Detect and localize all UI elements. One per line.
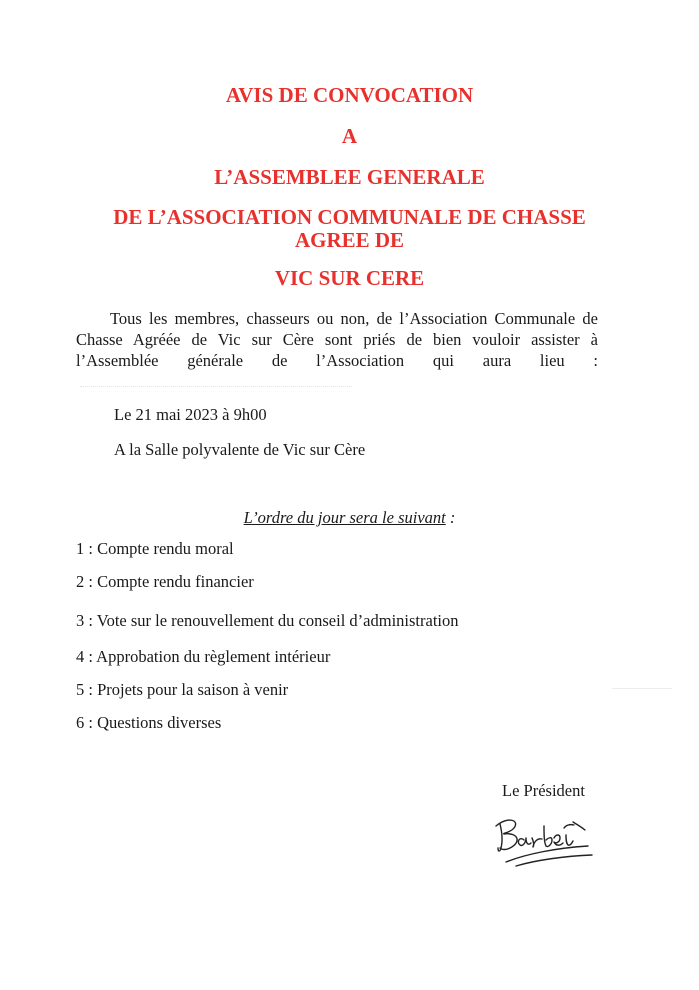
title-line-4: DE L’ASSOCIATION COMMUNALE DE CHASSE (113, 205, 586, 229)
title-line-6: VIC SUR CERE (274, 266, 425, 290)
handwritten-signature (486, 808, 596, 868)
agenda-item: 2 : Compte rendu financier (76, 572, 254, 591)
agenda-item: 6 : Questions diverses (76, 713, 222, 732)
agenda-item: 5 : Projets pour la saison à venir (76, 680, 289, 699)
agenda-item: 3 : Vote sur le renouvellement du conseil d’administration (76, 611, 459, 630)
title-line-5: AGREE DE (294, 228, 405, 252)
agenda-heading-text: L’ordre du jour sera le suivant (243, 508, 446, 527)
meeting-date: Le 21 mai 2023 à 9h00 (114, 405, 267, 424)
agenda-heading (0, 508, 699, 528)
title-line-1: AVIS DE CONVOCATION (225, 83, 474, 107)
president-title: Le Président (502, 781, 585, 800)
dotted-fill-line (80, 386, 352, 387)
agenda-item: 1 : Compte rendu moral (76, 539, 234, 558)
meeting-place: A la Salle polyvalente de Vic sur Cère (114, 440, 366, 459)
scan-artifact (612, 688, 672, 689)
title-line-3: L’ASSEMBLEE GENERALE (214, 165, 485, 189)
title-line-2: A (341, 124, 358, 148)
agenda-heading-colon: : (445, 508, 456, 527)
intro-paragraph (76, 308, 598, 392)
intro-text: Tous les membres, chasseurs ou non, de l’Association Communale de Chasse Agréée de Vic sur Cère sont priés de bien vouloir assister à l’Assemblée générale de l’Association qui aura lieu : (76, 309, 598, 370)
agenda-item: 4 : Approbation du règlement intérieur (76, 647, 331, 666)
